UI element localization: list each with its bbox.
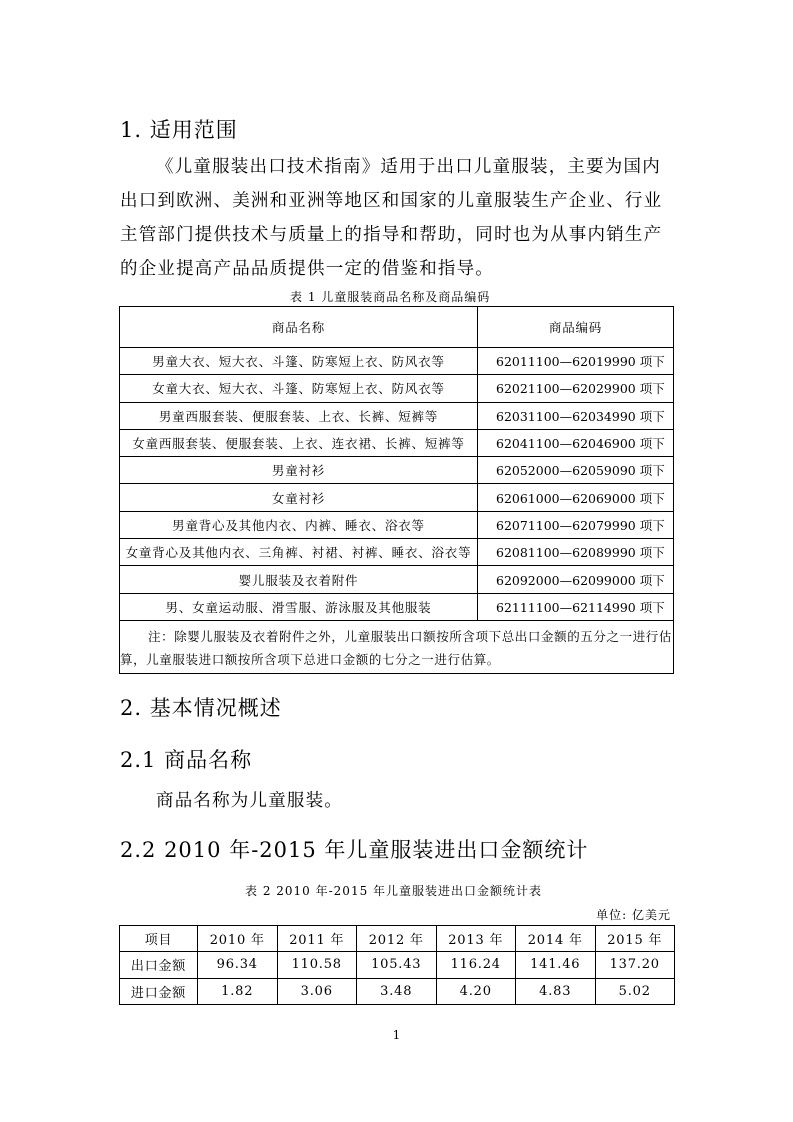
table-1-note: 注：除婴儿服装及衣着附件之外，儿童服装出口额按所含项下总出口金额的五分之一进行估算，儿童服装进口额按所含项下总进口金额的七分之一进行估算。 bbox=[120, 620, 674, 673]
product-name-cell: 男童大衣、短大衣、斗篷、防寒短上衣、防风衣等 bbox=[120, 348, 478, 375]
table-row bbox=[120, 429, 674, 456]
table-2-header-year: 2014 年 bbox=[516, 926, 596, 952]
section-1-paragraph: 《儿童服装出口技术指南》适用于出口儿童服装，主要为国内出口到欧洲、美洲和亚洲等地区和国家的儿童服装生产企业、行业主管部门提供技术与质量上的指导和帮助，同时也为从事内销生产的企业提高产品品质提供一定的借鉴和指导。 bbox=[120, 157, 663, 279]
table-row bbox=[120, 593, 674, 620]
table-1-header-row bbox=[120, 307, 674, 348]
section-2-heading: 2. 基本情况概述 bbox=[120, 696, 282, 720]
value-cell: 116.24 bbox=[436, 952, 516, 978]
table-2-header-year: 2010 年 bbox=[198, 926, 278, 952]
row-label: 进口金额 bbox=[120, 978, 198, 1004]
value-cell: 1.82 bbox=[198, 978, 278, 1004]
product-code-cell: 62052000—62059090 项下 bbox=[478, 457, 674, 484]
table-row bbox=[120, 348, 674, 375]
table-2-header-row bbox=[120, 926, 675, 952]
table-row bbox=[120, 484, 674, 511]
section-2-1-heading: 2.1 商品名称 bbox=[120, 748, 253, 772]
table-row bbox=[120, 457, 674, 484]
page-number: 1 bbox=[392, 1028, 401, 1042]
value-cell: 4.20 bbox=[436, 978, 516, 1004]
product-name-cell: 男童背心及其他内衣、内裤、睡衣、浴衣等 bbox=[120, 511, 478, 538]
value-cell: 5.02 bbox=[595, 978, 675, 1004]
product-code-cell: 62071100—62079990 项下 bbox=[478, 511, 674, 538]
value-cell: 96.34 bbox=[198, 952, 278, 978]
product-code-cell: 62092000—62099000 项下 bbox=[478, 566, 674, 593]
product-code-cell: 62031100—62034990 项下 bbox=[478, 402, 674, 429]
product-code-cell: 62111100—62114990 项下 bbox=[478, 593, 674, 620]
table-1-caption: 表 1 儿童服装商品名称及商品编码 bbox=[290, 290, 491, 304]
product-code-cell: 62061000—62069000 项下 bbox=[478, 484, 674, 511]
value-cell: 4.83 bbox=[516, 978, 596, 1004]
product-code-cell: 62081100—62089990 项下 bbox=[478, 539, 674, 566]
table-1 bbox=[119, 306, 674, 674]
product-code-cell: 62021100—62029900 项下 bbox=[478, 375, 674, 402]
table-2-header-item: 项目 bbox=[120, 926, 198, 952]
value-cell: 110.58 bbox=[277, 952, 357, 978]
product-name-cell: 女童大衣、短大衣、斗篷、防寒短上衣、防风衣等 bbox=[120, 375, 478, 402]
product-code-cell: 62041100—62046900 项下 bbox=[478, 429, 674, 456]
table-2-header-year: 2011 年 bbox=[277, 926, 357, 952]
value-cell: 3.48 bbox=[357, 978, 437, 1004]
table-row bbox=[120, 511, 674, 538]
table-row bbox=[120, 402, 674, 429]
table-row bbox=[120, 375, 674, 402]
table-row bbox=[120, 566, 674, 593]
section-2-2-heading: 2.2 2010 年-2015 年儿童服装进出口金额统计 bbox=[120, 838, 589, 862]
row-label: 出口金额 bbox=[120, 952, 198, 978]
table-1-header-code: 商品编码 bbox=[478, 307, 674, 348]
table-2-caption: 表 2 2010 年-2015 年儿童服装进出口金额统计表 bbox=[245, 884, 543, 898]
table-row bbox=[120, 539, 674, 566]
value-cell: 3.06 bbox=[277, 978, 357, 1004]
section-2-1-text: 商品名称为儿童服装。 bbox=[156, 791, 343, 811]
value-cell: 141.46 bbox=[516, 952, 596, 978]
table-2 bbox=[119, 925, 675, 1005]
product-name-cell: 女童西服套装、便服套装、上衣、连衣裙、长裤、短裤等 bbox=[120, 429, 478, 456]
table-row-export bbox=[120, 952, 675, 978]
value-cell: 137.20 bbox=[595, 952, 675, 978]
product-name-cell: 婴儿服装及衣着附件 bbox=[120, 566, 478, 593]
table-1-note-row bbox=[120, 620, 674, 673]
section-1-heading: 1. 适用范围 bbox=[120, 118, 238, 142]
product-code-cell: 62011100—62019990 项下 bbox=[478, 348, 674, 375]
product-name-cell: 女童背心及其他内衣、三角裤、衬裙、衬裤、睡衣、浴衣等 bbox=[120, 539, 478, 566]
product-name-cell: 女童衬衫 bbox=[120, 484, 478, 511]
table-2-header-year: 2015 年 bbox=[595, 926, 675, 952]
table-2-unit: 单位: 亿美元 bbox=[596, 908, 671, 922]
table-2-header-year: 2013 年 bbox=[436, 926, 516, 952]
table-row-import bbox=[120, 978, 675, 1004]
table-2-header-year: 2012 年 bbox=[357, 926, 437, 952]
value-cell: 105.43 bbox=[357, 952, 437, 978]
product-name-cell: 男童西服套装、便服套装、上衣、长裤、短裤等 bbox=[120, 402, 478, 429]
product-name-cell: 男童衬衫 bbox=[120, 457, 478, 484]
product-name-cell: 男、女童运动服、滑雪服、游泳服及其他服装 bbox=[120, 593, 478, 620]
table-1-header-name: 商品名称 bbox=[120, 307, 478, 348]
